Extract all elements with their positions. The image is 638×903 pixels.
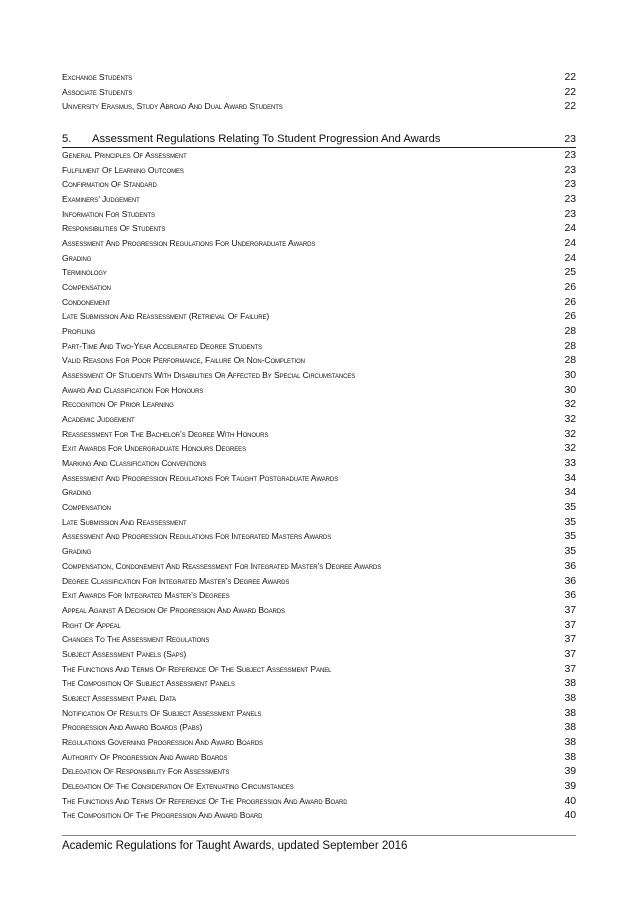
toc-entry-page: 23 [564,178,576,191]
toc-entry-page: 35 [564,530,576,543]
toc-entry-page: 39 [564,765,576,778]
toc-entry-title: Notification Of Results Of Subject Assessment Panels [62,707,262,718]
toc-entry[interactable] [62,485,576,500]
toc-entry-page: 23 [564,207,576,220]
toc-entry-page: 30 [564,369,576,382]
toc-entry-page: 38 [564,691,576,704]
toc-entry-title: Changes To The Assessment Regulations [62,634,210,645]
toc-entry-title: Grading [62,487,92,498]
toc-entry-page: 38 [564,750,576,763]
toc-entry-page: 32 [564,398,576,411]
toc-group-before [62,70,576,114]
toc-entry-title: Award And Classification For Honours [62,384,204,395]
toc-entry[interactable] [62,559,576,574]
toc-entry[interactable] [62,412,576,427]
toc-entry[interactable] [62,676,576,691]
toc-entry-title: Subject Assessment Panel Data [62,692,176,703]
toc-entry-page: 36 [564,559,576,572]
toc-group-after [62,148,576,823]
page-footer: Academic Regulations for Taught Awards, updated September 2016 [62,840,408,852]
toc-entry-page: 28 [564,339,576,352]
toc-entry-title: Grading [62,546,92,557]
toc-entry-page: 37 [564,603,576,616]
toc-entry-title: Degree Classification For Integrated Master’s Degree Awards [62,575,290,586]
toc-entry-page: 23 [564,149,576,162]
toc-entry-page: 34 [564,486,576,499]
section-title: Assessment Regulations Relating To Student Progression And Awards [92,133,441,146]
toc-entry-page: 35 [564,501,576,514]
toc-entry-title: Assessment And Progression Regulations For Integrated Masters Awards [62,531,332,542]
toc-entry-page: 38 [564,706,576,719]
toc-entry-title: The Composition Of Subject Assessment Panels [62,678,235,689]
toc-entry-title: The Functions And Terms Of Reference Of The Subject Assessment Panel [62,663,332,674]
toc-entry[interactable] [62,427,576,442]
toc-entry-page: 26 [564,295,576,308]
toc-entry[interactable] [62,177,576,192]
toc-entry[interactable] [62,750,576,765]
toc-entry-page: 36 [564,574,576,587]
toc-entry[interactable] [62,236,576,251]
section-heading-text [62,131,440,147]
toc-entry-title: University Erasmus, Study Abroad And Dual Award Students [62,101,283,112]
toc-entry[interactable] [62,441,576,456]
toc-entry[interactable] [62,324,576,339]
toc-entry-title: Exit Awards For Undergraduate Honours Degrees [62,443,246,454]
toc-entry-page: 32 [564,427,576,440]
toc-entry-page: 38 [564,677,576,690]
toc-entry[interactable] [62,99,576,114]
toc-entry-title: Delegation Of Responsibility For Assessments [62,766,230,777]
toc-entry[interactable] [62,574,576,589]
toc-entry-title: Responsibilities Of Students [62,223,166,234]
toc-entry-page: 30 [564,383,576,396]
toc-entry[interactable] [62,251,576,266]
toc-entry[interactable] [62,163,576,178]
toc-entry-title: Associate Students [62,86,133,97]
toc-entry-title: Examiners’ Judgement [62,194,140,205]
toc-entry-title: Progression And Award Boards (Pabs) [62,722,203,733]
toc-entry[interactable] [62,735,576,750]
toc-entry-page: 37 [564,647,576,660]
toc-entry-title: Assessment And Progression Regulations For Taught Postgraduate Awards [62,472,338,483]
toc-entry[interactable] [62,603,576,618]
toc-entry-page: 22 [564,85,576,98]
toc-entry[interactable] [62,70,576,85]
toc-entry[interactable] [62,280,576,295]
toc-entry-page: 24 [564,251,576,264]
toc-entry[interactable] [62,544,576,559]
toc-entry[interactable] [62,207,576,222]
toc-entry-title: Compensation, Condonement And Reassessment For Integrated Master’s Degree Awards [62,560,382,571]
toc-entry-page: 37 [564,633,576,646]
toc-entry-page: 37 [564,662,576,675]
toc-entry[interactable] [62,500,576,515]
toc-entry-title: Assessment Of Students With Disabilities Or Affected By Special Circumstances [62,370,356,381]
toc-entry-title: Right Of Appeal [62,619,121,630]
toc-entry[interactable] [62,265,576,280]
toc-entry-title: Confirmation Of Standard [62,179,157,190]
toc-entry[interactable] [62,647,576,662]
toc-entry-page: 26 [564,310,576,323]
toc-entry-title: Grading [62,252,92,263]
section-number: 5. [62,133,72,146]
toc-entry-page: 36 [564,589,576,602]
toc-entry[interactable] [62,221,576,236]
toc-entry-title: Subject Assessment Panels (Saps) [62,648,187,659]
toc-entry-title: Appeal Against A Decision Of Progression And Award Boards [62,604,285,615]
toc-entry-title: Exchange Students [62,72,133,82]
toc-entry-page: 32 [564,442,576,455]
toc-entry-page: 39 [564,779,576,792]
section-page-number: 23 [564,133,576,146]
toc-entry-title: Part-Time And Two-Year Accelerated Degree Students [62,340,263,351]
toc-entry[interactable] [62,720,576,735]
toc-entry-title: Regulations Governing Progression And Award Boards [62,736,263,747]
toc-entry-title: Fulfilment Of Learning Outcomes [62,164,184,175]
section-gap [62,114,576,131]
toc-entry-title: Compensation [62,282,111,293]
toc-entry-page: 24 [564,222,576,235]
toc-entry-title: Marking And Classification Conventions [62,458,207,469]
toc-entry-title: General Principles Of Assessment [62,150,187,161]
toc-entry[interactable] [62,148,576,163]
toc-entry-page: 35 [564,545,576,558]
toc-entry-page: 38 [564,721,576,734]
toc-entry-page: 28 [564,354,576,367]
toc-entry-title: Academic Judgement [62,414,135,425]
toc-entry-title: Compensation [62,502,111,513]
toc-entry-page: 38 [564,735,576,748]
toc-entry[interactable] [62,85,576,100]
toc-entry-title: Exit Awards For Integrated Master’s Degrees [62,590,230,601]
toc-entry-title: Profiling [62,326,96,337]
toc-entry-title: Recognition Of Prior Learning [62,399,174,410]
toc-entry-title: Late Submission And Reassessment [62,516,187,527]
toc-entry-page: 28 [564,325,576,338]
toc-entry-page: 25 [564,266,576,279]
toc-entry-page: 34 [564,471,576,484]
toc-entry[interactable] [62,192,576,207]
toc-entry-title: Valid Reasons For Poor Performance, Failure Or Non-Completion [62,355,305,366]
toc-entry[interactable] [62,295,576,310]
toc-entry[interactable] [62,368,576,383]
toc-entry[interactable] [62,662,576,677]
toc-entry-page: 40 [564,809,576,822]
toc-entry[interactable] [62,383,576,398]
toc-entry-page: 22 [564,100,576,113]
toc-entry-title: Late Submission And Reassessment (Retrieval Of Failure) [62,311,270,322]
toc-entry[interactable] [62,397,576,412]
toc-entry-page: 33 [564,457,576,470]
toc-entry[interactable] [62,515,576,530]
toc-entry[interactable] [62,309,576,324]
toc-entry-title: The Composition Of The Progression And Award Board [62,810,263,821]
toc-entry[interactable] [62,588,576,603]
footer-divider [62,835,576,836]
table-of-contents [62,70,576,823]
toc-entry-title: Terminology [62,267,107,278]
toc-entry-title: The Functions And Terms Of Reference Of The Progression And Award Board [62,795,348,806]
toc-entry[interactable] [62,794,576,809]
toc-entry-title: Assessment And Progression Regulations For Undergraduate Awards [62,238,316,249]
toc-entry-page: 23 [564,193,576,206]
toc-entry-title: Information For Students [62,208,155,219]
toc-entry[interactable] [62,456,576,471]
toc-entry[interactable] [62,764,576,779]
toc-entry-page: 40 [564,794,576,807]
toc-entry[interactable] [62,353,576,368]
toc-entry-title: Delegation Of The Consideration Of Extenuating Circumstances [62,780,294,791]
toc-entry-page: 24 [564,237,576,250]
toc-entry-page: 23 [564,163,576,176]
toc-section-heading[interactable] [62,131,576,148]
toc-entry-title: Reassessment For The Bachelor’s Degree With Honours [62,428,269,439]
toc-entry[interactable] [62,471,576,486]
toc-entry-page: 35 [564,515,576,528]
toc-entry[interactable] [62,339,576,354]
toc-entry-title: Authority Of Progression And Award Boards [62,751,228,762]
toc-entry[interactable] [62,808,576,823]
toc-entry-title: Condonement [62,296,111,307]
toc-entry-page: 32 [564,413,576,426]
toc-entry[interactable] [62,706,576,721]
toc-entry-page: 26 [564,281,576,294]
toc-entry-page: 22 [564,71,576,83]
toc-entry[interactable] [62,691,576,706]
toc-entry[interactable] [62,632,576,647]
toc-entry[interactable] [62,618,576,633]
toc-entry-page: 37 [564,618,576,631]
toc-entry[interactable] [62,529,576,544]
toc-entry[interactable] [62,779,576,794]
